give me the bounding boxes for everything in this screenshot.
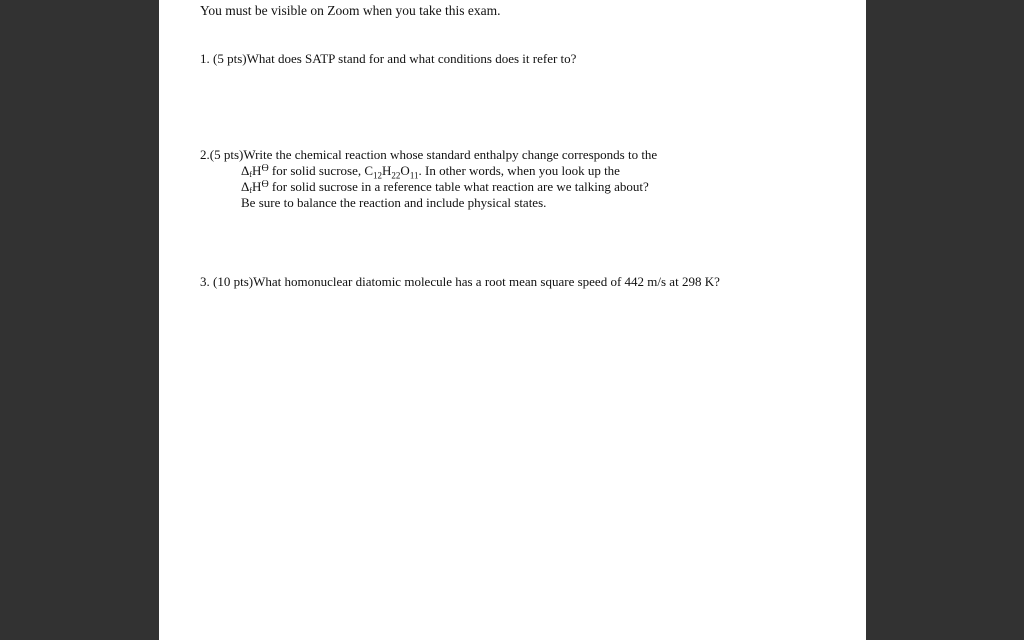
delta-symbol: Δ bbox=[241, 163, 250, 178]
question-1: 1. (5 pts)What does SATP stand for and what conditions does it refer to? bbox=[200, 51, 577, 66]
enthalpy-symbol: H bbox=[252, 179, 262, 194]
question-2-line-2-suffix: . In other words, when you look up the bbox=[418, 163, 620, 178]
sucrose-formula: $C_{12}H_{22}O_{11}$ bbox=[364, 163, 419, 181]
question-2-line-2-text: for solid sucrose, bbox=[268, 163, 365, 178]
exam-notice: You must be visible on Zoom when you take this exam. bbox=[200, 3, 501, 18]
delta-symbol: Δ bbox=[241, 179, 250, 194]
question-2-line-4: Be sure to balance the reaction and include physical states. bbox=[241, 195, 547, 210]
standard-state-symbol: ϴ bbox=[261, 163, 269, 174]
question-2-line-1: 2.(5 pts)Write the chemical reaction whose standard enthalpy change corresponds to the bbox=[200, 147, 658, 162]
formation-subscript: f bbox=[249, 170, 253, 179]
document-page bbox=[159, 0, 866, 640]
question-2-line-3-text: for solid sucrose in a reference table what reaction are we talking about? bbox=[268, 179, 649, 194]
question-3: 3. (10 pts)What homonuclear diatomic molecule has a root mean square speed of 442 m/s at 298 K? bbox=[200, 274, 720, 289]
formation-subscript: f bbox=[249, 186, 253, 195]
standard-state-symbol: ϴ bbox=[261, 179, 269, 190]
question-2-line-3 bbox=[241, 179, 649, 195]
question-2-line-2 bbox=[241, 163, 620, 179]
enthalpy-symbol: H bbox=[252, 163, 262, 178]
